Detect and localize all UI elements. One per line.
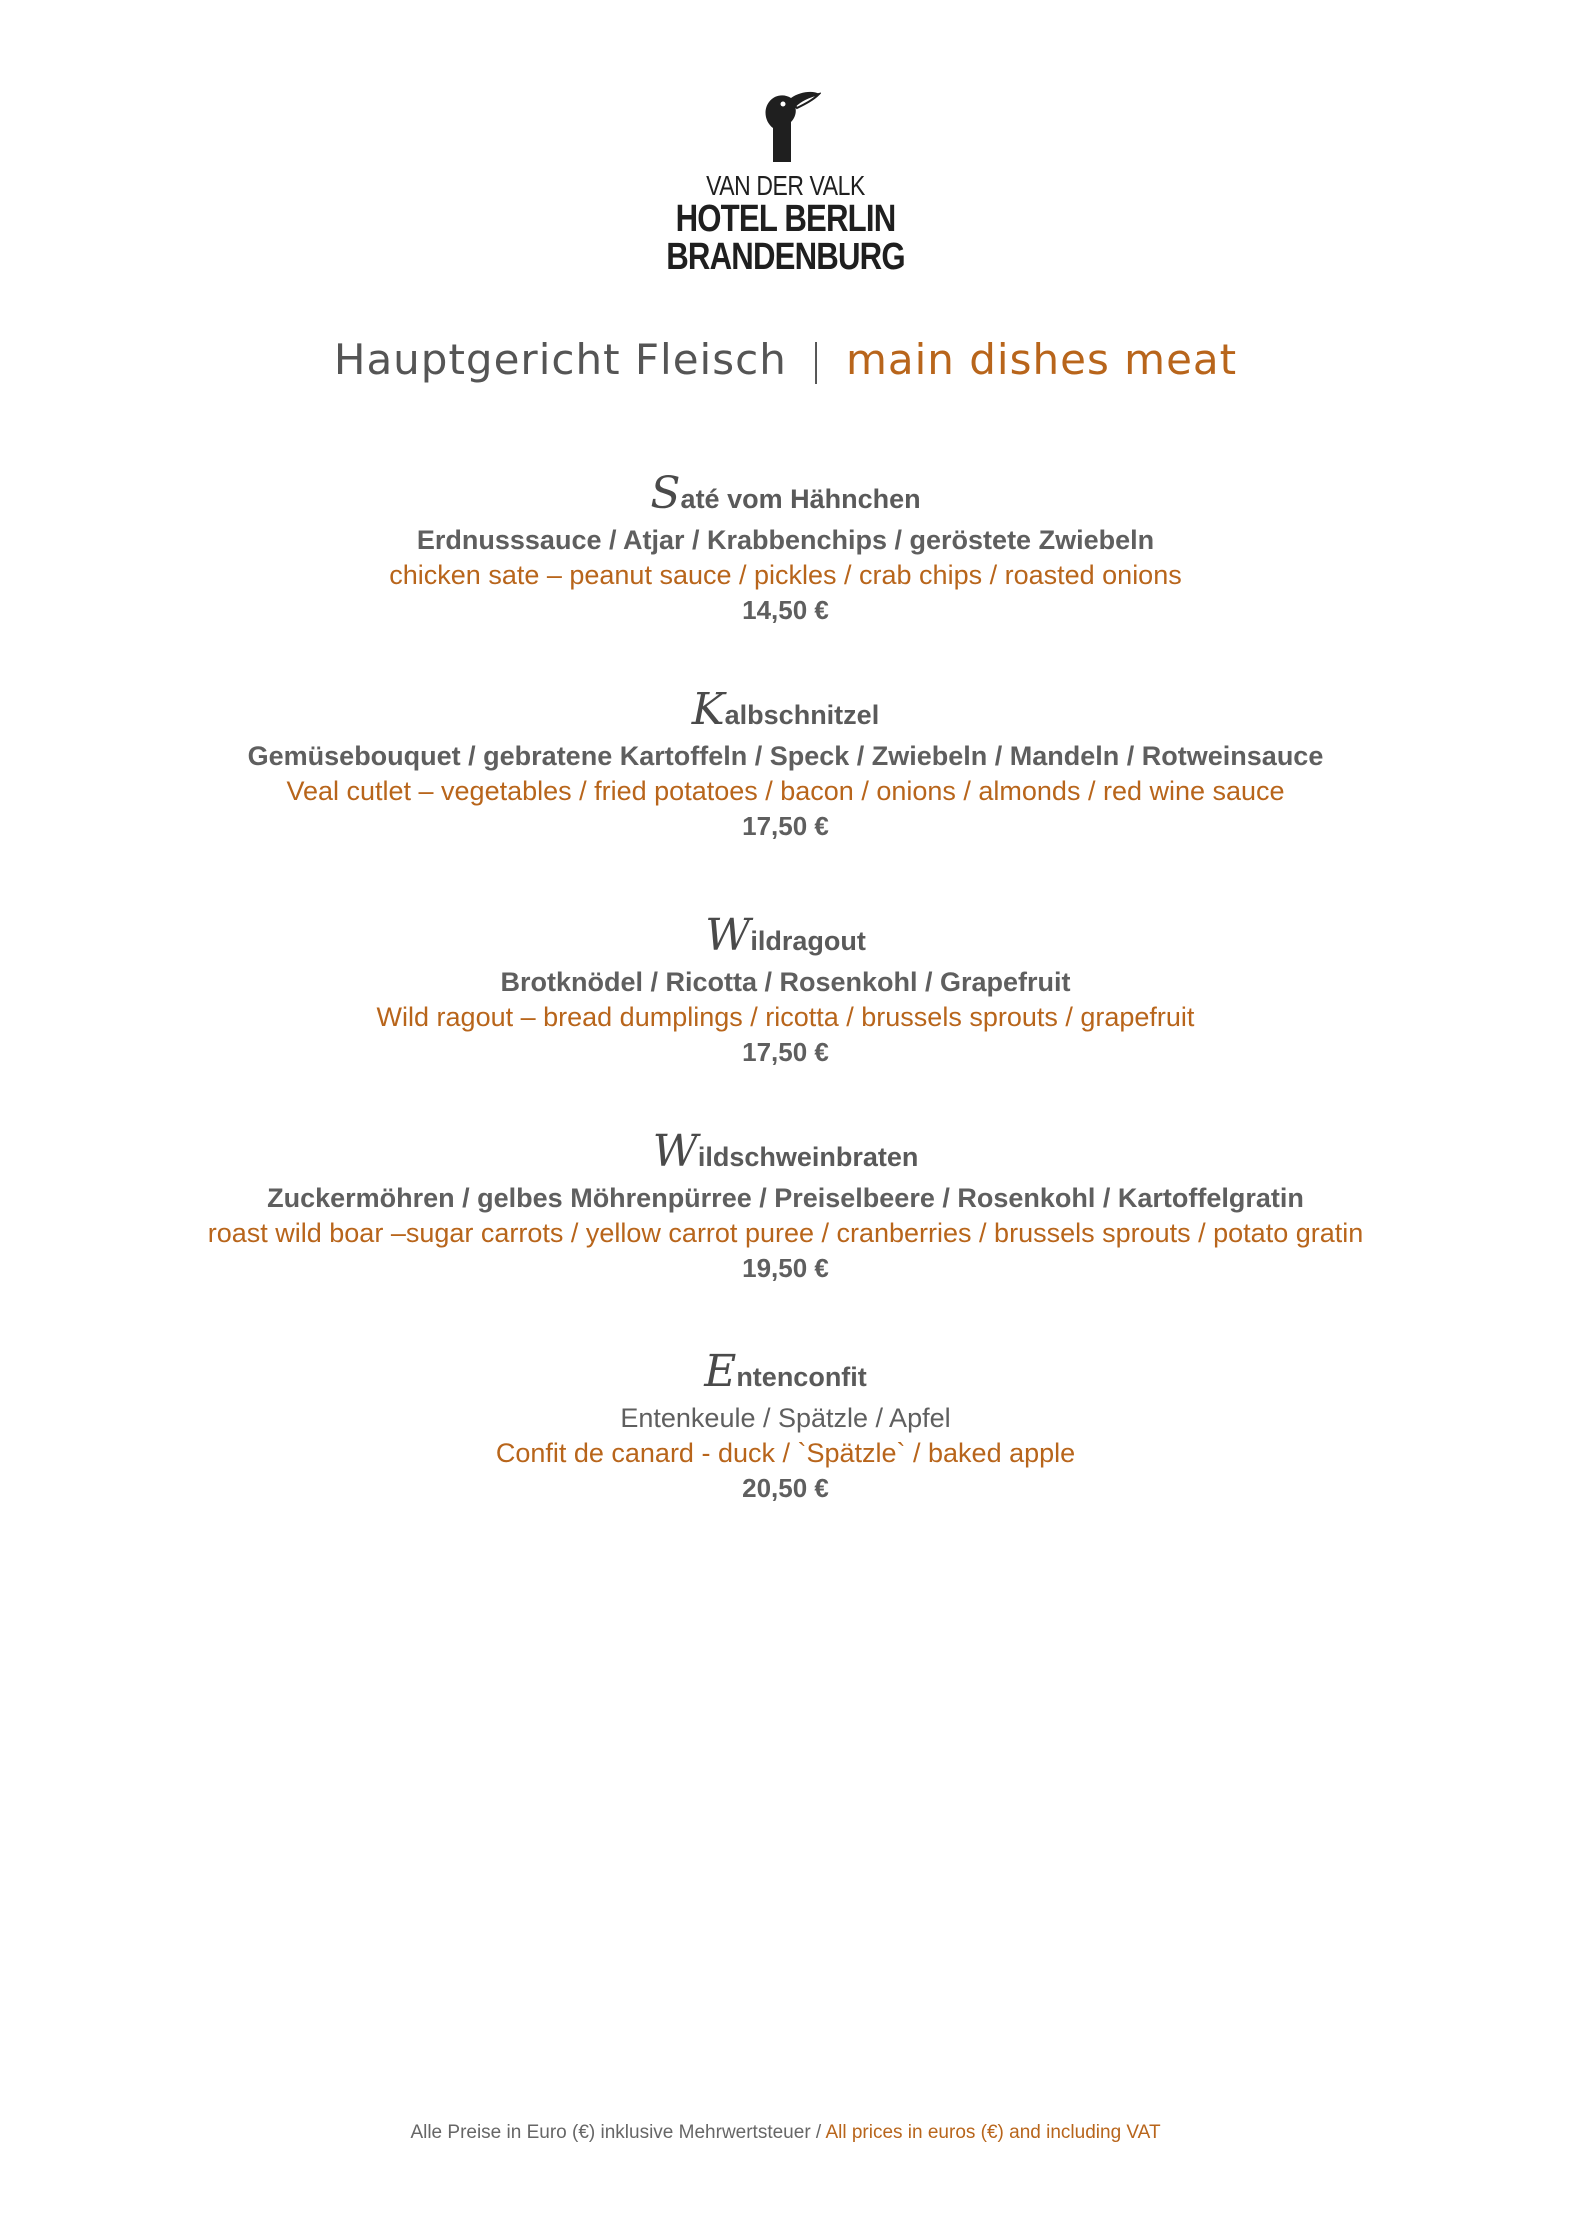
dish-name xyxy=(0,684,1571,737)
footer-german: Alle Preise in Euro (€) inklusive Mehrwertsteuer / xyxy=(410,2122,822,2143)
dish-name xyxy=(0,910,1571,963)
toucan-icon xyxy=(751,88,821,164)
dish-item xyxy=(0,910,1571,1068)
dish-name-rest: até vom Hähnchen xyxy=(680,484,921,514)
dish-name-rest: ildschweinbraten xyxy=(697,1142,919,1172)
dish-name xyxy=(0,1346,1571,1399)
dish-description-english: Veal cutlet – vegetables / fried potatoes / bacon / onions / almonds / red wine sauce xyxy=(286,775,1285,806)
dish-item xyxy=(0,1126,1571,1284)
dish-description-english: Confit de canard - duck / `Spätzle` / baked apple xyxy=(495,1437,1076,1468)
dish-initial: W xyxy=(705,910,751,961)
dish-name xyxy=(0,1126,1571,1179)
dish-description-german: Entenkeule / Spätzle / Apfel xyxy=(620,1402,951,1433)
title-separator: | xyxy=(808,335,824,384)
dish-item xyxy=(0,1346,1571,1504)
logo-line-3: BRANDENBURG xyxy=(666,236,905,278)
dish-name-rest: albschnitzel xyxy=(724,700,880,730)
dish-initial: E xyxy=(704,1346,737,1397)
dish-name-rest: ildragout xyxy=(750,926,866,956)
logo-line-1: VAN DER VALK xyxy=(706,170,865,201)
footer-english: All prices in euros (€) and including VAT xyxy=(825,2122,1161,2143)
dish-description-english: roast wild boar –sugar carrots / yellow carrot puree / cranberries / brussels sprouts / potato gratin xyxy=(207,1217,1364,1248)
dish-description-german: Erdnusssauce / Atjar / Krabbenchips / geröstete Zwiebeln xyxy=(416,524,1155,555)
dish-description-english: chicken sate – peanut sauce / pickles / crab chips / roasted onions xyxy=(389,559,1182,590)
dish-description-english: Wild ragout – bread dumplings / ricotta / brussels sprouts / grapefruit xyxy=(376,1001,1195,1032)
dish-price: 14,50 € xyxy=(742,594,829,625)
dish-price: 17,50 € xyxy=(742,810,829,841)
page-title xyxy=(0,335,1571,384)
dish-name-rest: ntenconfit xyxy=(736,1362,867,1392)
dish-item xyxy=(0,468,1571,626)
dish-description-german: Gemüsebouquet / gebratene Kartoffeln / Speck / Zwiebeln / Mandeln / Rotweinsauce xyxy=(247,740,1324,771)
dish-description-german: Zuckermöhren / gelbes Möhrenpürree / Preiselbeere / Rosenkohl / Kartoffelgratin xyxy=(267,1182,1304,1213)
dish-initial: W xyxy=(652,1126,698,1177)
dish-name xyxy=(0,468,1571,521)
title-english: main dishes meat xyxy=(845,335,1238,384)
dish-price: 20,50 € xyxy=(742,1472,829,1503)
dish-initial: K xyxy=(691,684,725,735)
title-german: Hauptgericht Fleisch xyxy=(333,335,787,384)
logo-line-2: HOTEL BERLIN xyxy=(675,198,896,240)
dish-price: 19,50 € xyxy=(742,1252,829,1283)
price-footer xyxy=(0,2122,1571,2144)
hotel-logo xyxy=(0,88,1571,276)
dish-description-german: Brotknödel / Ricotta / Rosenkohl / Grapefruit xyxy=(500,966,1071,997)
dish-price: 17,50 € xyxy=(742,1036,829,1067)
dish-initial: S xyxy=(650,468,681,519)
dish-item xyxy=(0,684,1571,842)
